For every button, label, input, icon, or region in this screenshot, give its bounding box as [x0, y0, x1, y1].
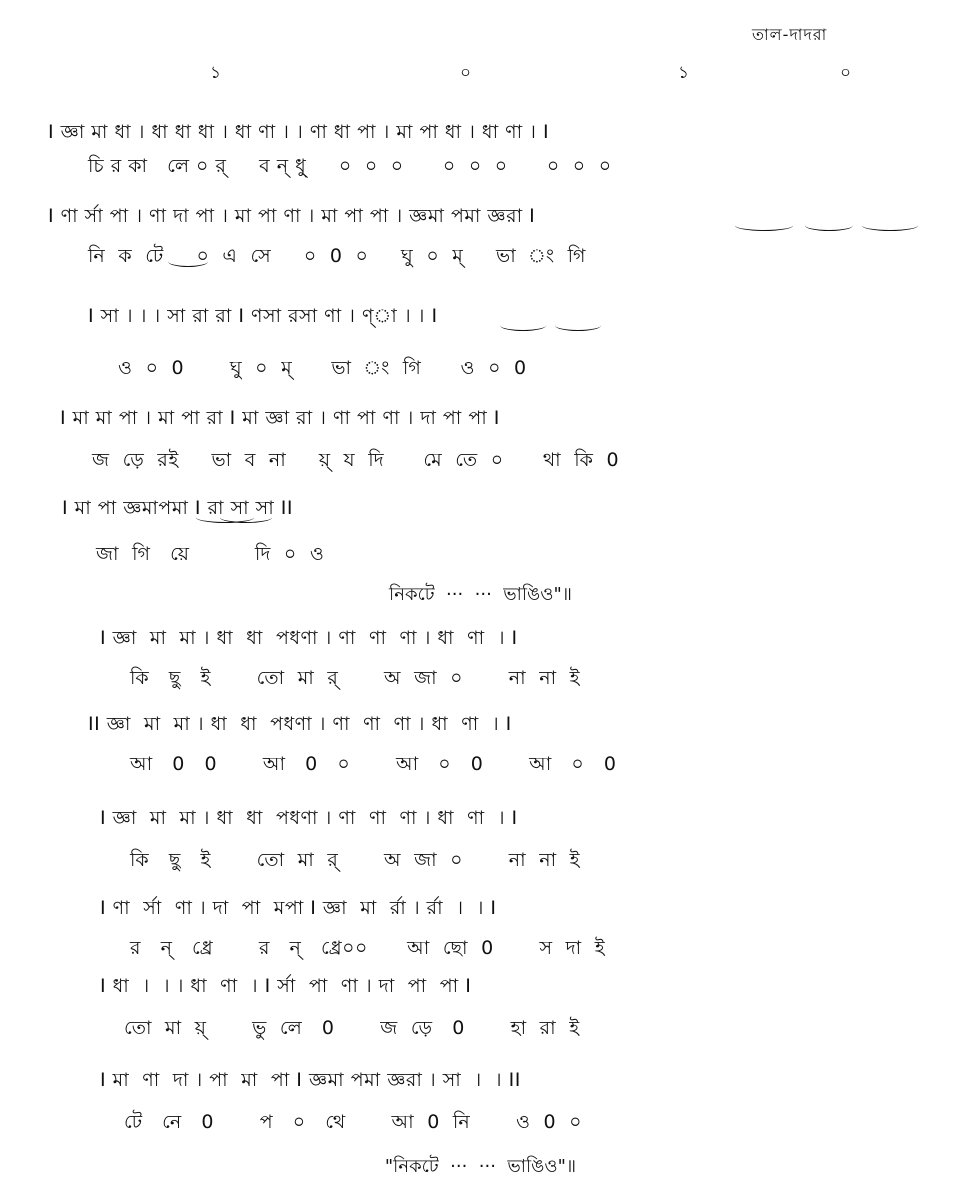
swara-line: I মা পা জ্ঞমাপমা I রা সা সা II — [62, 497, 293, 519]
lyric-line: টে নে 0 প ০ থে আ 0 নি ও 0 ০ — [124, 1111, 583, 1133]
swara-line: I জ্ঞা মা মা । ধা ধা পধণা । ণা ণা ণা । ধা ণা । I — [100, 627, 518, 649]
swara-line: I ণা র্সা পা । ণা দা পা । মা পা ণা । মা পা পা । জ্ঞমা পমা জ্ঞরা I — [48, 205, 536, 227]
lyric-line: আ 0 0 আ 0 ০ আ ০ 0 আ ০ 0 — [130, 753, 617, 775]
swara-line: I ণা র্সা ণা । দা পা মপা I জ্ঞা মা র্রা । র্রা । । I — [100, 897, 497, 919]
slur-arc — [168, 256, 208, 267]
beat-marker: ১ — [210, 63, 222, 83]
slur-arc — [735, 220, 793, 231]
lyric-line: জ ড়ে রই ভা ব না য়্ য দি মে তে ০ থা কি 0 — [92, 449, 620, 471]
swara-line: I জ্ঞা মা ধা । ধা ধা ধা । ধা ণা । । ণা ধা পা । মা পা ধা । ধা ণা । I — [48, 121, 550, 143]
swara-line: I সা । । । সা রা রা I ণসা রসা ণা । ণ্া । । I — [88, 305, 438, 327]
swara-line: I জ্ঞা মা মা । ধা ধা পধণা । ণা ণা ণা । ধা ণা । I — [100, 807, 518, 829]
swara-line: I মা ণা দা । পা মা পা I জ্ঞমা পমা জ্ঞরা । সা । । II — [100, 1069, 521, 1091]
slur-arc — [555, 320, 601, 331]
beat-marker: ০ — [840, 63, 852, 83]
beat-marker: ০ — [460, 63, 472, 83]
lyric-line: নি ক টে ০ এ সে ০ 0 ০ ঘু ০ ম্ ভা ং গি — [88, 245, 586, 267]
lyric-line: চি র কা লে ০ র্ ব ন্ ধু্ ০ ০ ০ ০ ০ ০ ০ ০ ০ — [88, 155, 612, 177]
refrain-caption: নিকটে ··· ··· ভাঙিও"॥ — [389, 584, 572, 605]
slur-arc — [220, 512, 272, 523]
slur-arc — [805, 220, 853, 231]
refrain-caption: "নিকটে ··· ··· ভাঙিও"॥ — [384, 1156, 577, 1177]
swara-line: I ধা । । । ধা ণা । I র্সা পা ণা । দা পা পা I — [100, 975, 472, 997]
lyric-line: জা গি য়ে দি ০ ও — [96, 543, 325, 565]
lyric-line: কি ছু ই তো মা র্ অ জা ০ না না ই — [130, 667, 581, 689]
beat-markers — [0, 60, 961, 90]
lyric-line: র ন্ ধ্রে র ন্ ধ্রে০০ আ ছো 0 স দা ই — [130, 937, 606, 959]
beat-marker: ১ — [678, 63, 690, 83]
swara-line: I মা মা পা । মা পা রা I মা জ্ঞা রা । ণা পা ণা । দা পা পা I — [60, 407, 500, 429]
slur-arc — [500, 320, 546, 331]
lyric-line: ও ০ 0 ঘু ০ ম্ ভা ং গি ও ০ 0 — [118, 357, 527, 379]
swara-line: II জ্ঞা মা মা । ধা ধা পধণা । ণা ণা ণা । ধা ণা । I — [88, 713, 512, 735]
lyric-line: কি ছু ই তো মা র্ অ জা ০ না না ই — [130, 849, 581, 871]
lyric-line: তো মা য়্ ভু লে 0 জ ড়ে 0 হা রা ই — [124, 1017, 580, 1039]
taal-label: তাল-দাদরা — [752, 25, 828, 44]
slur-arc — [862, 220, 918, 231]
